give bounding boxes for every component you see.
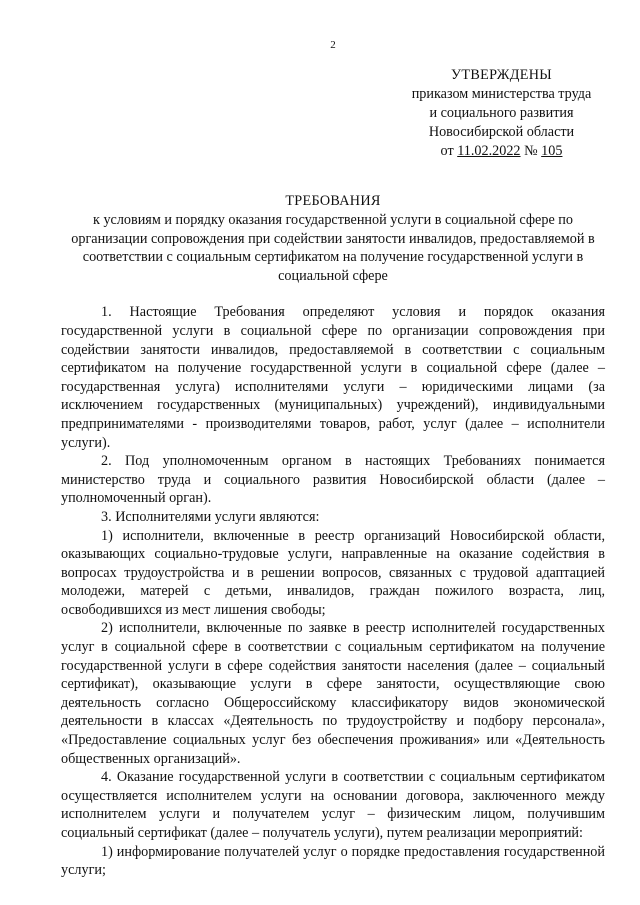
approval-block bbox=[394, 66, 609, 161]
paragraph-3-item-2: 2) исполнители, включенные по заявке в реестр исполнителей государственных услуг в социальной сфере в соответствии с социальным сертификатом на получение государственной услуги в сфере содействия занятости населения (далее – социальный сертификат), оказывающие услуги в сфере занятости, осуществляющие свою деятельность согласно Общероссийскому классификатору видов экономической деятельности в классах «Деятельность по трудоустройству и подбору персонала», «Предоставление социальных услуг без обеспечения проживания» или «Деятельность общественных организаций». bbox=[61, 620, 605, 767]
approval-from-label: от bbox=[440, 143, 454, 159]
approval-date-line bbox=[394, 142, 609, 161]
paragraph-1: 1. Настоящие Требования определяют условия и порядок оказания государственной услуги в социальной сфере по организации сопровождения при содействии занятости инвалидов, предоставляемой в соответствии с социальным сертификатом на получение государственной услуги в социальной сфере (далее – государственная услуга) исполнителями услуги – юридическими лицами (за исключением государственных (муниципальных) учреждений), индивидуальными предпринимателями - производителями товаров, работ, услуг (далее – исполнители услуги). bbox=[61, 304, 605, 451]
document-body bbox=[61, 303, 605, 879]
paragraph-4: 4. Оказание государственной услуги в соответствии с социальным сертификатом осуществляется исполнителем услуги на основании договора, заключенного между исполнителем услуги и получателем услуг – физическим лицом, получившим социальный сертификат (далее – получатель услуги), путем реализации мероприятий: bbox=[61, 769, 605, 841]
approval-number: 105 bbox=[541, 143, 563, 159]
paragraph-3: 3. Исполнителями услуги являются: bbox=[101, 508, 320, 525]
approval-line-3: Новосибирской области bbox=[428, 124, 575, 140]
paragraph-3-item-1: 1) исполнители, включенные в реестр организаций Новосибирской области, оказывающих социально-трудовые услуги, направленные на оказание содействия в вопросах трудоустройства и в решении вопросов, связанных с трудовой адаптацией молодежи, матерей с детьми, инвалидов, граждан пожилого возраста, лиц, освободившихся из мест лишения свободы; bbox=[61, 527, 605, 618]
approval-line-1: приказом министерства труда bbox=[411, 86, 592, 102]
approval-number-sign: № bbox=[524, 143, 538, 159]
approval-heading: УТВЕРЖДЕНЫ bbox=[451, 67, 552, 83]
paragraph-4-item-1: 1) информирование получателей услуг о порядке предоставления государственной услуги; bbox=[61, 843, 605, 879]
paragraph-2: 2. Под уполномоченным органом в настоящих Требованиях понимается министерство труда и социального развития Новосибирской области (далее – уполномоченный орган). bbox=[61, 453, 605, 507]
page-number: 2 bbox=[330, 39, 336, 51]
document-subtitle: к условиям и порядку оказания государственной услуги в социальной сфере по организации сопровождения при содействии занятости инвалидов, предоставляемой в соответствии с социальным сертификатом на получение государственной услуги в социальной сфере bbox=[71, 212, 595, 284]
approval-line-2: и социального развития bbox=[429, 105, 574, 121]
document-title: ТРЕБОВАНИЯ bbox=[285, 193, 381, 209]
approval-date: 11.02.2022 bbox=[457, 143, 521, 159]
